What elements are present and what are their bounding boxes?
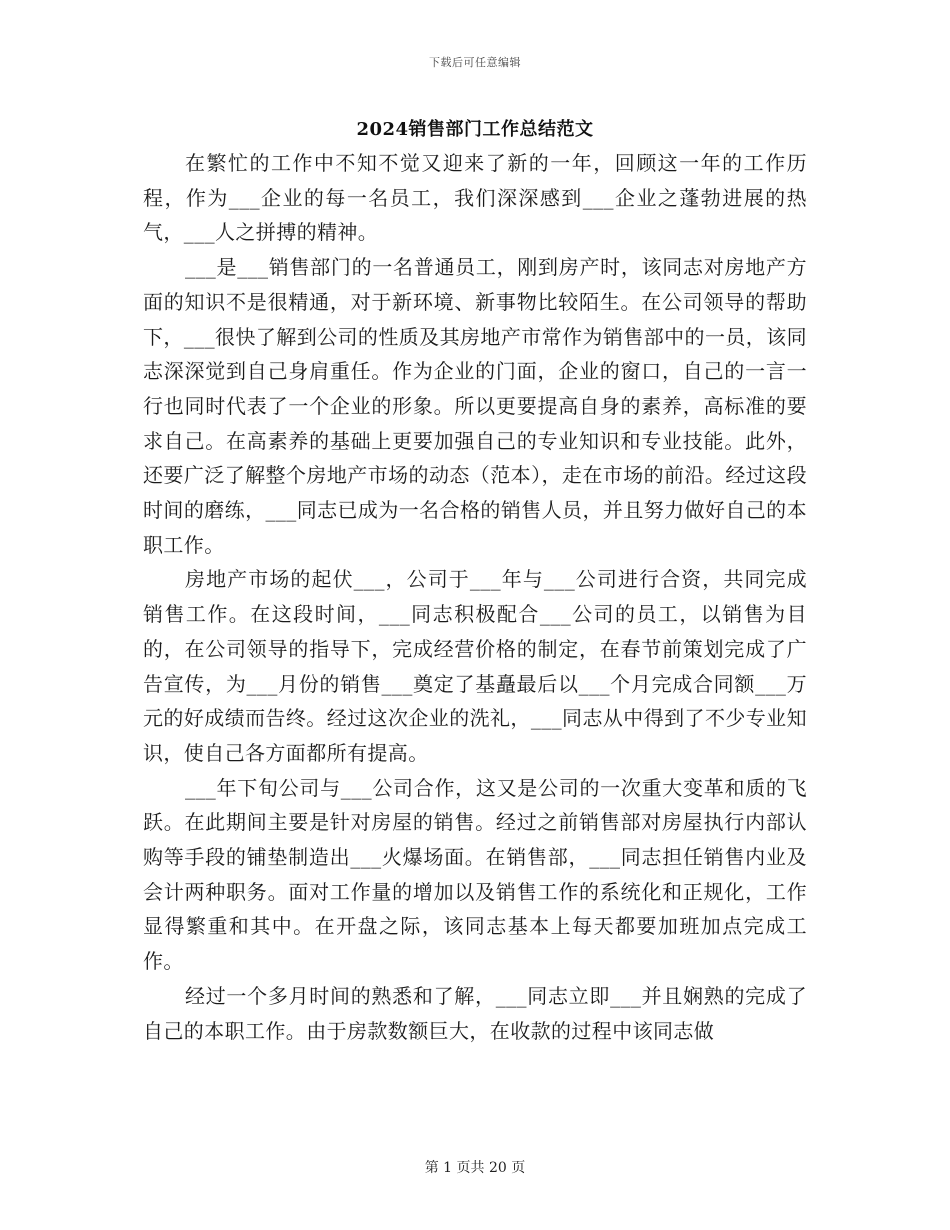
page-footer: 第 1 页共 20 页 [424,1160,526,1176]
page-title: 2024销售部门工作总结范文 [356,119,594,140]
paragraph-1: 在繁忙的工作中不知不觉又迎来了新的一年，回顾这一年的工作历程，作为___企业的每一名员工，我们深深感到___企业之蓬勃进展的热气，___人之拼搏的精神。 [143,151,807,245]
paragraph-3: 房地产市场的起伏___，公司于___年与___公司进行合资，共同完成销售工作。在这段时间，___同志积极配合___公司的员工，以销售为目的，在公司领导的指导下，完成经营价格的制定，在春节前策划完成了广告宣传，为___月份的销售___奠定了基矗最后以___个月完成合同额___万元的好成绩而告终。经过这次企业的洗礼，___同志从中得到了不少专业知识，使自己各方面都所有提高。 [143,567,807,765]
paragraph-4: ___年下旬公司与___公司合作，这又是公司的一次重大变革和质的飞跃。在此期间主要是针对房屋的销售。经过之前销售部对房屋执行内部认购等手段的铺垫制造出___火爆场面。在销售部，___同志担任销售内业及会计两种职务。面对工作量的增加以及销售工作的系统化和正规化，工作显得繁重和其中。在开盘之际，该同志基本上每天都要加班加点完成工作。 [143,775,807,974]
paragraph-2: ___是___销售部门的一名普通员工，刚到房产时，该同志对房地产方面的知识不是很精通，对于新环境、新事物比较陌生。在公司领导的帮助下，___很快了解到公司的性质及其房地产市常作为销售部中的一员，该同志深深觉到自己身肩重任。作为企业的门面，企业的窗口，自己的一言一行也同时代表了一个企业的形象。所以更要提高自身的素养，高标准的要求自己。在高素养的基础上更要加强自己的专业知识和专业技能。此外，还要广泛了解整个房地产市场的动态（范本），走在市场的前沿。经过这段时间的磨练，___同志已成为一名合格的销售人员，并且努力做好自己的本职工作。 [143,255,807,557]
header-note: 下载后可任意编辑 [429,56,521,69]
paragraph-5: 经过一个多月时间的熟悉和了解，___同志立即___并且娴熟的完成了自己的本职工作。由于房款数额巨大，在收款的过程中该同志做 [143,983,807,1043]
document-body [143,146,807,1048]
